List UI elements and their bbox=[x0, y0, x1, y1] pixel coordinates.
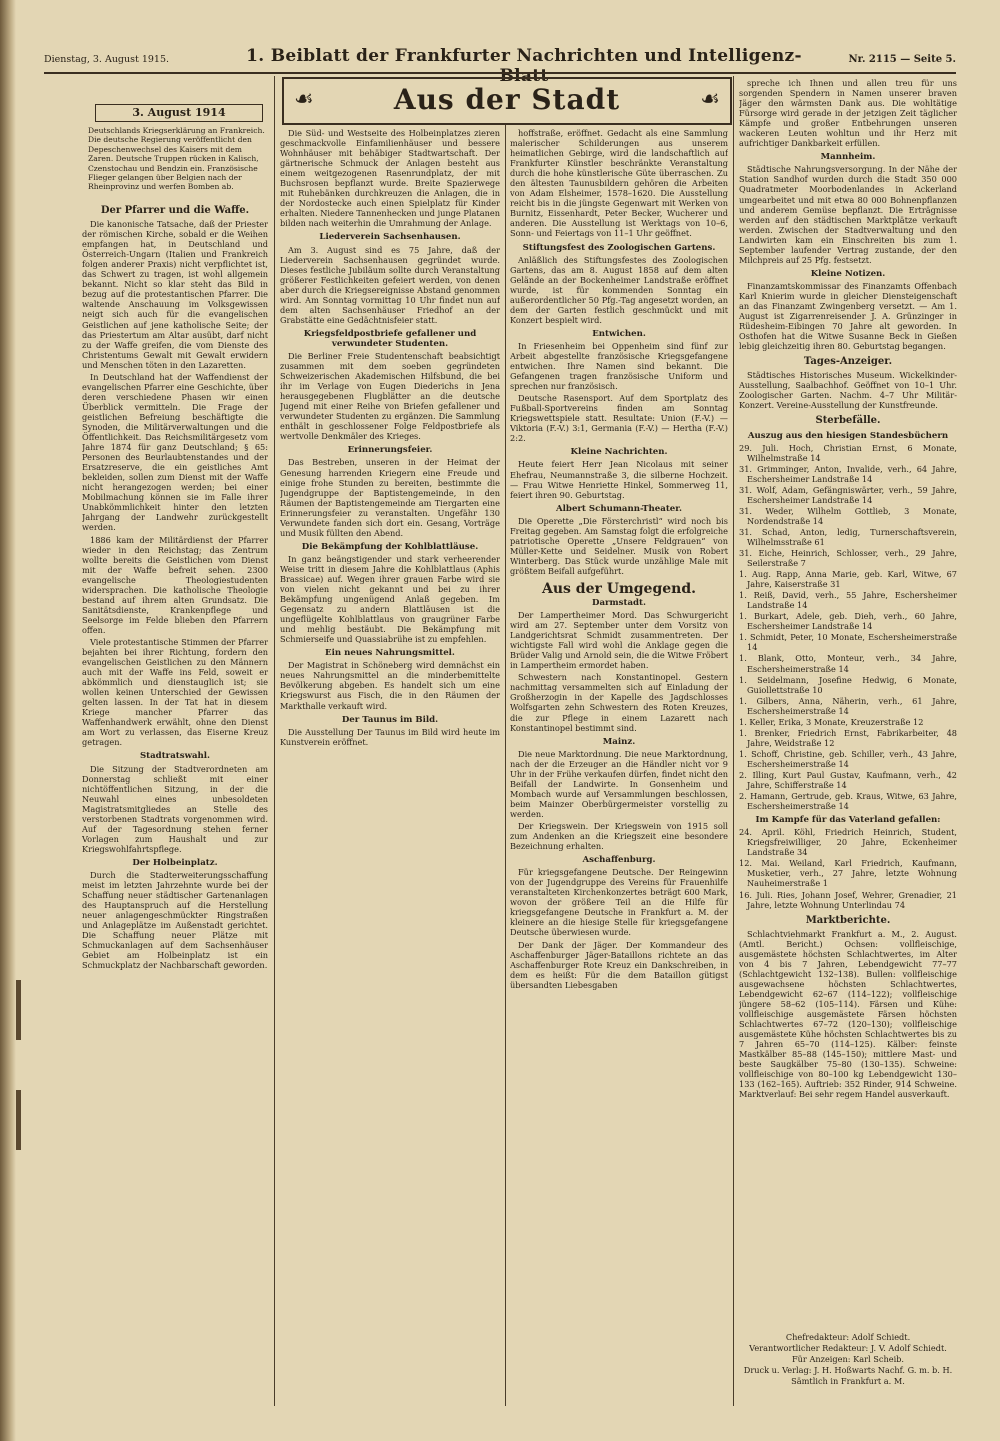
article-paragraph: Die kanonische Tatsache, daß der Priester der römischen Kirche, sobald er die Weihen empfangen hat, in Deutschland und Österreich-Ungarn (Italien und Frankreich folgen anderer Praxis) nicht verpflichtet ist, das Schwert zu tragen, ist wohl allgemein bekannt. Nicht so klar steht das Bild in bezug auf die protestantischen Pfarrer. Die waltende Anschauung im Volksgewissen neigt sich auch für die evangelischen Geistlichen auf jene katholische Seite; der das Priestertum am Altar ausübt, darf nicht zu der Waffe greifen, die vom Dienste des Christentums Gewalt mit Gewalt erwidern und Menschen töten in den Lazaretten. bbox=[82, 219, 268, 370]
header-issue: Nr. 2115 — Seite 5. bbox=[848, 54, 956, 65]
article-paragraph: Städtische Nahrungsversorgung. In der Nähe der Station Sandhof wurden durch die Stadt 350 000 Quadratmeter Moorbodenlandes in Ackerland umgearbeitet und mit etwa 80 000 Bohnenpflanzen und anderem Gemüse bepflanzt. Die Erträgnisse werden auf den städtischen Marktplätze verkauft werden. Zwischen der Stadtverwaltung und den Landwirten kam ein Einschreiten bis zum 1. September laufender Vertrag zustande, der den Milchpreis auf 25 Pfg. festsetzt. bbox=[739, 164, 957, 265]
header-date: Dienstag, 3. August 1915. bbox=[44, 54, 170, 65]
section-subtitle: Aus der Umgegend. bbox=[542, 580, 696, 597]
article-paragraph: Die Berliner Freie Studentenschaft beabsichtigt zusammen mit dem soeben gegründeten Schweizerischen Akademischen Hilfsbund, die bei ihr im Verlage von Eugen Diederichs in Jena herausgegebenen Flugblätter an die deutsche Jugend mit einer Reihe von Briefen gefallener und verwundeter Studenten zu ergänzen. Die Sammlung enthält in geschlossener Folge Feldpostbriefe als wertvolle Denkmäler des Krieges. bbox=[280, 350, 500, 442]
article-paragraph: Am 3. August sind es 75 Jahre, daß der Liederverein Sachsenhausen gegründet wurde. Dieses festliche Jubiläum sollte durch Veranstaltung größerer Festlichkeiten gefeiert werden, von denen aber durch die Kriegsereignisse Abstand genommen wird. Am Sonntag vormittag 10 Uhr findet nun auf dem alten Sachsenhäuser Friedhof an der Grabstätte eine Gedächtnisfeier statt. bbox=[280, 244, 500, 325]
list-item: 1. Brenker, Friedrich Ernst, Fabrikarbeiter, 48 Jahre, Weidstraße 12 bbox=[739, 727, 957, 748]
column-rule bbox=[274, 76, 275, 1406]
article-paragraph: Schlachtviehmarkt Frankfurt a. M., 2. August. (Amtl. Bericht.) Ochsen: vollfleischige, ausgemästete höchsten Schlachtwertes, im Alter von 4 bis 7 Jahren, Lebendgewicht 77–77 (Schlachtgewicht 132–138). Bullen: vollfleischige ausgewachsene höchsten Schlachtwertes, Lebendgewicht 62–67 (114–122); vollfleischige jüngere 58–62 (105–114). Färsen und Kühe: vollfleischige ausgemästete Färsen höchsten Schlachtwertes 67–72 (120–130); vollfleischige ausgemästete Kühe höchsten Schlachtwertes bis zu 7 Jahren 65–70 (114–125). Kälber: feinste Mastkälber 85–88 (145–150); mittlere Mast- und beste Saugkälber 75–80 (130–135). Schweine: vollfleischige von 80–100 kg Lebendgewicht 130–133 (162–165). Auftrieb: 352 Rinder, 914 Schweine. Marktverlauf: Bei sehr regem Handel ausverkauft. bbox=[739, 928, 957, 1100]
imprint-line: Für Anzeigen: Karl Scheib. bbox=[791, 1354, 905, 1364]
margin-mark bbox=[16, 980, 21, 1040]
list-item: 1. Gilbers, Anna, Näherin, verh., 61 Jahre, Eschersheimerstraße 14 bbox=[739, 695, 957, 716]
section-title-box bbox=[282, 77, 732, 125]
article-heading: Darmstadt. bbox=[592, 598, 646, 609]
list-item: 1. Schmidt, Peter, 10 Monate, Eschersheimerstraße 14 bbox=[739, 632, 957, 653]
article-heading: Auszug aus den hiesigen Standesbüchern bbox=[747, 430, 949, 441]
imprint-line: Verantwortlicher Redakteur: J. V. Adolf Schiedt. bbox=[749, 1343, 947, 1353]
ornament-right: ☙ bbox=[700, 87, 720, 112]
article-paragraph: Die Ausstellung Der Taunus im Bild wird heute im Kunstverein eröffnet. bbox=[280, 726, 500, 747]
list-item: 31. Eiche, Heinrich, Schlosser, verh., 29 Jahre, Seilerstraße 7 bbox=[739, 548, 957, 569]
article-paragraph: Der Dank der Jäger. Der Kommandeur des Aschaffenburger Jäger-Bataillons richtete an das Aschaffenburger Rote Kreuz ein Dankschreiben, in dem es heißt: Für die dem Bataillon gütigst übersandten Liebesgaben bbox=[510, 939, 728, 990]
list-item: 31. Wolf, Adam, Gefängniswärter, verh., 59 Jahre, Eschersheimer Landstraße 14 bbox=[739, 484, 957, 505]
article-heading: Der Taunus im Bild. bbox=[341, 714, 439, 725]
list-item: 1. Keller, Erika, 3 Monate, Kreuzerstraße 12 bbox=[739, 716, 924, 727]
imprint-line: Chefredakteur: Adolf Schiedt. bbox=[785, 1332, 911, 1342]
imprint-line: Druck u. Verlag: J. H. Hoßwarts Nachf. G. m. b. H. bbox=[743, 1365, 953, 1375]
fallen-list bbox=[739, 827, 957, 909]
article-heading: Ein neues Nahrungsmittel. bbox=[325, 648, 455, 659]
deaths-list bbox=[739, 443, 957, 812]
article-heading: Stiftungsfest des Zoologischen Gartens. bbox=[522, 242, 716, 253]
column-1 bbox=[82, 200, 268, 1405]
list-item: 2. Hamann, Gertrude, geb. Kraus, Witwe, 63 Jahre, Eschersheimerstraße 14 bbox=[739, 791, 957, 812]
section-heading: Tages-Anzeiger. bbox=[803, 356, 893, 368]
list-item: 16. Juli. Ries, Johann Josef, Wehrer, Grenadier, 21 Jahre, letzte Wohnung Unterlindau 74 bbox=[739, 889, 957, 910]
article-heading: Aschaffenburg. bbox=[582, 855, 656, 866]
article-paragraph: Durch die Stadterweiterungsschaffung meist im letzten Jahrzehnte wurde bei der Schaffung neuer städtischer Gartenanlagen des Hauptanspruch auf die Herstellung neuer anlagengeschmückter Ringstraßen und Anlageplätze im Außenstadt gerichtet. Die Schaffung neuer Plätze mit Schmuckanlagen auf dem Sachsenhäuser Gebiet am Holbeinplatz ist ein Schmuckplatz der Nachbarschaft geworden. bbox=[82, 870, 268, 971]
article-heading: Kleine Nachrichten. bbox=[570, 447, 668, 458]
list-item: 1. Aug. Rapp, Anna Marie, geb. Karl, Witwe, 67 Jahre, Kaiserstraße 31 bbox=[739, 569, 957, 590]
article-paragraph: Die Süd- und Westseite des Holbeinplatzes zieren geschmackvolle Einfamilienhäuser und bessere Wohnhäuser mit behäbiger Stadtwartschaft. Der gärtnerische Schmuck der Anlagen besteht aus einem weitgezogenen Rasenrundplatz, der mit Buchsrosen bepflanzt wurde. Breite Spazierwege mit Ruhebänken durchkreuzen die Anlagen, die in der Nordostecke auch einen Spielplatz für Kinder erhalten. Niedere Tannenhecken und junge Platanen bilden nach weiterhin die Umrahmung der Anlage. bbox=[280, 128, 500, 229]
article-paragraph: Viele protestantische Stimmen der Pfarrer bejahten bei ihrer Richtung, fordern den evangelischen Geistlichen zu den Männern auch mit der Waffe ins Feld, soweit er abkömmlich und dienstauglich ist; sie wollen keinen Unterschied der Gewissen gelten lassen. In der Tat hat in diesem Kriege mancher Pfarrer das Waffenhandwerk erwählt, ohne den Dienst am Wort zu verlassen, das Eiserne Kreuz getragen. bbox=[82, 636, 268, 748]
article-paragraph: Der Magistrat in Schöneberg wird demnächst ein neues Nahrungsmittel an die minderbemittelte Bevölkerung abgeben. Es handelt sich um eine Kriegswurst aus Fisch, die in den Räumen der Markthalle verkauft wird. bbox=[280, 660, 500, 711]
article-paragraph: Der Kriegswein. Der Kriegswein von 1915 soll zum Andenken an die Kriegszeit eine besondere Bezeichnung erhalten. bbox=[510, 821, 728, 852]
article-paragraph: Das Bestreben, unseren in der Heimat der Genesung harrenden Kriegern eine Freude und einige frohe Stunden zu bereiten, bestimmte die Jugendgruppe der Baptistengemeinde, in den Räumen der Baptistengemeinde am Tiergarten eine Erinnerungsfeier zu veranstalten. Ungefähr 130 Verwundete fanden sich dort ein. Gesang, Vorträge und Musik füllten den Abend. bbox=[280, 457, 500, 538]
article-paragraph: 1886 kam der Militärdienst der Pfarrer wieder in den Reichstag; das Zentrum wollte bereits die Geistlichen vom Dienst mit der Waffe befreit sehen. 2300 evangelische Theologiestudenten widersprachen. Die katholische Theologie bestand auf ihrem alten Grundsatz. Die Sanitätsdienste, Krankenpflege und Seelsorge im Felde blieben den Pfarrern offen. bbox=[82, 534, 268, 635]
binding-shadow bbox=[0, 0, 16, 1441]
list-item: 1. Schoff, Christine, geb. Schiller, verh., 43 Jahre, Eschersheimerstraße 14 bbox=[739, 748, 957, 769]
list-item: 29. Juli. Hoch, Christian Ernst, 6 Monate, Wilhelmstraße 14 bbox=[739, 442, 957, 463]
article-paragraph: spreche ich Ihnen und allen treu für uns sorgenden Spendern in Namen unserer braven Jäger den wärmsten Dank aus. Die wohltätige Fürsorge wird gerade in der jetzigen Zeit täglicher Kämpfe und großer Entbehrungen unseren wackeren Leuten wohltun und ihr Herz mit aufrichtiger Dankbarkeit erfüllen. bbox=[739, 78, 957, 149]
list-item: 31. Grimminger, Anton, Invalide, verh., 64 Jahre, Eschersheimer Landstraße 14 bbox=[739, 463, 957, 484]
list-item: 2. Illing, Kurt Paul Gustav, Kaufmann, verh., 42 Jahre, Schifferstraße 14 bbox=[739, 770, 957, 791]
column-4 bbox=[739, 78, 957, 1328]
list-item: 31. Weder, Wilhelm Gottlieb, 3 Monate, Nordendstraße 14 bbox=[739, 505, 957, 526]
date-box bbox=[95, 104, 263, 122]
article-paragraph: In ganz beängstigender und stark verheerender Weise tritt in diesem Jahre die Kohlblattlaus (Aphis Brassicae) auf. Wegen ihrer grauen Farbe wird sie von vielen nicht gekannt und bei zu ihrer Bekämpfung ungenügend Anlaß gegeben. Im Gegensatz zu andern Blattläusen ist die ungeflügelte Kohlblattlaus von graugrüner Farbe und mehlig bestäubt. Die Bekämpfung mit Schmierseife und Quassiabrühe ist zu empfehlen. bbox=[280, 553, 500, 645]
list-item: 1. Burkart, Adele, geb. Dieh, verh., 60 Jahre, Eschersheimer Landstraße 14 bbox=[739, 611, 957, 632]
article-heading: Kleine Notizen. bbox=[810, 268, 886, 279]
list-item: 1. Blank, Otto, Monteur, verh., 34 Jahre, Eschersheimerstraße 14 bbox=[739, 653, 957, 674]
page-header bbox=[44, 46, 956, 86]
column-3 bbox=[510, 128, 728, 1405]
article-heading: Mainz. bbox=[602, 736, 636, 747]
ornament-left: ☙ bbox=[294, 87, 314, 112]
article-heading: Mannheim. bbox=[820, 152, 876, 163]
imprint-line: Sämtlich in Frankfurt a. M. bbox=[791, 1376, 905, 1386]
article-heading: Entwichen. bbox=[592, 328, 646, 339]
list-item: 1. Reiß, David, verh., 55 Jahre, Eschersheimer Landstraße 14 bbox=[739, 590, 957, 611]
section-heading: Sterbefälle. bbox=[815, 415, 881, 427]
column-2 bbox=[280, 128, 500, 1405]
column-rule bbox=[733, 76, 734, 1406]
header-rule bbox=[44, 72, 956, 74]
section-title: Aus der Stadt bbox=[393, 83, 621, 116]
article-heading: Erinnerungsfeier. bbox=[347, 445, 433, 456]
article-paragraph: Finanzamtskommissar des Finanzamts Offenbach Karl Knierim wurde in gleicher Diensteigenschaft an das Finanzamt Zwingenberg versetzt. — Am 1. August ist Zigarrenreisender J. A. Grünzinger in Rüdesheim-Eibingen 70 Jahre alt geworden. In Osthofen hat die Witwe Susanne Beck in Gießen lebig gleichzeitig ihren 80. Geburtstag begangen. bbox=[739, 280, 957, 352]
article-heading: Albert Schumann-Theater. bbox=[556, 503, 682, 514]
article-paragraph: In Deutschland hat der Waffendienst der evangelischen Pfarrer eine Geschichte, über deren verschiedene Phasen wir einen Überblick vermitteln. Die Frage der geistlichen Befreiung beschäftigte die Synoden, die Militärverwaltungen und die Öffentlichkeit. Das Reichsmilitärgesetz vom Jahre 1874 für ganz Deutschland; § 65: Personen des Beurlaubtenstandes und der Ersatzreserve, die ein geistliches Amt bekleiden, sollen zum Dienst mit der Waffe nicht herangezogen werden; bei einer Mobilmachung können sie im Falle ihrer Unabkömmlichkeit hinter den letzten Jahrgang der Landwehr zurückgestellt werden. bbox=[82, 371, 268, 533]
article-heading: Der Holbeinplatz. bbox=[132, 857, 218, 868]
list-item: 31. Schad, Anton, ledig, Turnerschaftsverein, Wilhelmsstraße 61 bbox=[739, 526, 957, 547]
article-paragraph: hoffstraße, eröffnet. Gedacht als eine Sammlung malerischer Schilderungen aus unserem heimatlichen Gebirge, wird die landschaftlich auf Frankfurter Künstler beschränkte Veranstaltung durch die hohe künstlerische Güte überraschen. Zu den ältesten Taunusbildern gehören die Arbeiten von Adam Elsheimer, 1578–1620. Die Ausstellung reicht bis in die jüngste Gegenwart mit Werken von Burnitz, Eissenhardt, Peter Becker, Wucherer und anderen. Die Ausstellung ist Werktags von 10–6, Sonn- und Feiertags von 11–1 Uhr geöffnet. bbox=[510, 128, 728, 239]
article-paragraph: Die Sitzung der Stadtverordneten am Donnerstag schließt mit einer nichtöffentlichen Sitzung, in der die Neuwahl eines unbesoldeten Magistratsmitgliedes an Stelle des verstorbenen Stadtrats vorgenommen wird. Auf der Tagesordnung stehen ferner Vorlagen zum Haushalt und zur Kriegswohlfahrtspflege. bbox=[82, 763, 268, 854]
article-paragraph: Deutsche Rasensport. Auf dem Sportplatz des Fußball-Sportvereins finden am Sonntag Kriegswettspiele statt. Resultate: Union (F.-V.) — Viktoria (F.-V.) 3:1, Germania (F.-V.) — Hertha (F.-V.) 2:2. bbox=[510, 393, 728, 444]
article-heading: Stadtratswahl. bbox=[139, 751, 211, 762]
article-paragraph: Schwestern nach Konstantinopel. Gestern nachmittag versammelten sich auf Einladung der Großherzogin in der Kapelle des Jagdschlosses Wolfsgarten zehn Schwestern des Roten Kreuzes, die zur Pflege in einem Lazarett nach Konstantinopel bestimmt sind. bbox=[510, 672, 728, 733]
article-paragraph: Anläßlich des Stiftungsfestes des Zoologischen Gartens, das am 8. August 1858 auf dem alten Gelände an der Bockenheimer Landstraße eröffnet wurde, ist für kommenden Sonntag ein außerordentlicher 50 Pfg.-Tag angesetzt worden, an dem der Garten festlich geschmückt und mit Konzert bespielt wird. bbox=[510, 254, 728, 325]
article-heading: Die Bekämpfung der Kohlblattläuse. bbox=[301, 541, 479, 552]
list-item: 1. Seidelmann, Josefine Hedwig, 6 Monate, Guiollettstraße 10 bbox=[739, 674, 957, 695]
list-item: 12. Mai. Weiland, Karl Friedrich, Kaufmann, Musketier, verh., 27 Jahre, letzte Wohnung Nauheimerstraße 1 bbox=[739, 858, 957, 889]
column-rule bbox=[505, 124, 506, 1406]
section-heading: Marktberichte. bbox=[805, 914, 891, 926]
imprint bbox=[739, 1332, 957, 1404]
article-paragraph: Für kriegsgefangene Deutsche. Der Reingewinn von der Jugendgruppe des Vereins für Frauenhilfe veranstalteten Kirchenkonzertes beträgt 600 Mark, wovon der größere Teil an die Hilfe für kriegsgefangene Deutsche in Frankfurt a. M. der kleinere an die hiesige Stelle für kriegsgefangene Deutsche überwiesen wurde. bbox=[510, 867, 728, 938]
article-paragraph: Die Operette „Die Försterchristl“ wird noch bis Freitag gegeben. Am Samstag folgt die erfolgreiche patriotische Operette „Unsere Feldgrauen“ von Müller-Kette und Seidelner. Musik von Robert Winterberg. Das Stück wurde unzählige Male mit größtem Beifall aufgeführt. bbox=[510, 515, 728, 576]
margin-mark bbox=[16, 1090, 21, 1150]
article-paragraph: Heute feiert Herr Jean Nicolaus mit seiner Ehefrau, Neumannstraße 3, die silberne Hochzeit. — Frau Witwe Henriette Hinkel, Sommerweg 11, feiert ihren 90. Geburtstag. bbox=[510, 459, 728, 500]
date-box-text: Deutschlands Kriegserklärung an Frankreich. Die deutsche Regierung veröffentlicht den Depeschenwechsel des Kaisers mit dem Zaren. Deutsche Truppen rücken in Kalisch, Czenstochau und Bendzin ein. Französische Flieger gelangen über Belgien nach der Rheinprovinz und werfen Bomben ab. bbox=[88, 126, 265, 192]
article-paragraph: Die neue Marktordnung. Die neue Marktordnung, nach der die Erzeuger an die Händler nicht vor 9 Uhr in der Frühe verkaufen dürfen, findet nicht den Beifall der Landwirte. In Gonsenheim und Mombach wurde auf Versammlungen beschlossen, beim Mainzer Oberbürgermeister vorstellig zu werden. bbox=[510, 748, 728, 819]
article-paragraph: Der Lampertheimer Mord. Das Schwurgericht wird am 27. September unter dem Vorsitz von Landgerichtsrat Schmidt zusammentreten. Der wichtigste Fall wird wohl die Anklage gegen die Brüder Valig und Arnold sein, die die Witwe Fröbert in Lampertheim ermordet haben. bbox=[510, 610, 728, 671]
article-heading: Kriegsfeldpostbriefe gefallener und verwundeter Studenten. bbox=[303, 328, 477, 349]
header-title: 1. Beiblatt der Frankfurter Nachrichten und Intelligenz-Blatt bbox=[246, 46, 802, 86]
article-heading: Der Pfarrer und die Waffe. bbox=[100, 205, 250, 216]
list-item: 24. April. Köhl, Friedrich Heinrich, Student, Kriegsfreiwilliger, 20 Jahre, Eckenheimer Landstraße 34 bbox=[739, 827, 957, 858]
date-box-label: 3. August 1914 bbox=[132, 106, 226, 119]
article-paragraph: Städtisches Historisches Museum. Wickelkinder-Ausstellung, Saalbachhof. Geöffnet von 10–1 Uhr. Zoologischer Garten. Nachm. 4–7 Uhr Militär-Konzert. Vereine-Ausstellung der Kunstfreunde. bbox=[739, 370, 957, 411]
article-heading: Im Kampfe für das Vaterland gefallen: bbox=[755, 815, 941, 826]
article-paragraph: In Friesenheim bei Oppenheim sind fünf zur Arbeit abgestellte französische Kriegsgefangene entwichen. Ihre Namen sind bekannt. Die Gefangenen tragen französische Uniform und sprechen nur französisch. bbox=[510, 340, 728, 392]
article-heading: Liederverein Sachsenhausen. bbox=[319, 232, 461, 243]
